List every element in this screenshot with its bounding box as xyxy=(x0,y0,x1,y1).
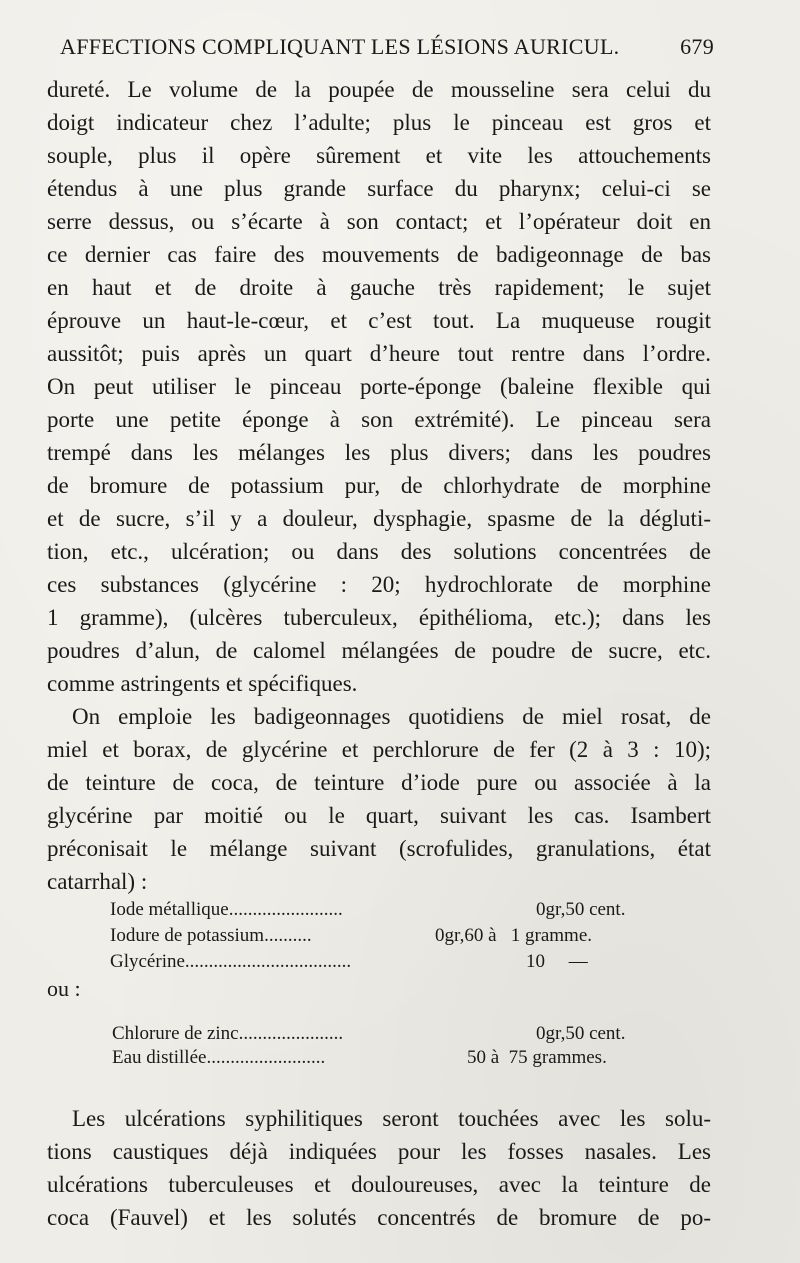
text-line: ces substances (glycérine : 20; hydrochlorate de morphine xyxy=(47,572,711,597)
text-line: de bromure de potassium pur, de chlorhydrate de morphine xyxy=(47,473,711,498)
text-line: de teinture de coca, de teinture d’iode pure ou associée à la xyxy=(47,770,711,795)
text-line: glycérine par moitié ou le quart, suivant les cas. Isambert xyxy=(47,803,711,828)
text-line: et de sucre, s’il y a douleur, dysphagie, spasme de la dégluti- xyxy=(47,506,711,531)
page-number: 679 xyxy=(680,34,714,59)
text-line: souple, plus il opère sûrement et vite les attouchements xyxy=(47,143,711,168)
recipe-row xyxy=(110,898,660,922)
text-line: poudres d’alun, de calomel mélangées de poudre de sucre, etc. xyxy=(47,638,711,663)
ingredient-quantity: 10 — xyxy=(526,951,588,972)
ingredient-name: Eau distillée......................... xyxy=(112,1047,326,1068)
ingredient-quantity: 0gr,60 à 1 gramme. xyxy=(435,925,593,946)
text-line: préconisait le mélange suivant (scrofulides, granulations, état xyxy=(47,836,711,861)
ingredient-name: Glycérine................................... xyxy=(110,951,352,972)
text-line: porte une petite éponge à son extrémité). Le pinceau sera xyxy=(47,407,711,432)
ingredient-quantity: 0gr,50 cent. xyxy=(536,899,626,920)
ingredient-quantity: 0gr,50 cent. xyxy=(536,1023,626,1044)
recipe-row xyxy=(110,950,660,974)
text-line: Les ulcérations syphilitiques seront touchées avec les solu- xyxy=(72,1106,711,1131)
recipe-row xyxy=(110,924,660,948)
text-line: serre dessus, ou s’écarte à son contact; et l’opérateur doit en xyxy=(47,209,711,234)
ingredient-quantity: 50 à 75 grammes. xyxy=(467,1047,607,1068)
text-line: On peut utiliser le pinceau porte-éponge (baleine flexible qui xyxy=(47,374,711,399)
text-line: en haut et de droite à gauche très rapidement; le sujet xyxy=(47,275,711,300)
recipe-row xyxy=(112,1022,662,1046)
text-line: trempé dans les mélanges les plus divers; dans les poudres xyxy=(47,440,711,465)
text-line: miel et borax, de glycérine et perchlorure de fer (2 à 3 : 10); xyxy=(47,737,711,762)
alternative-label: ou : xyxy=(47,976,81,1001)
running-title: AFFECTIONS COMPLIQUANT LES LÉSIONS AURICUL. xyxy=(60,34,620,59)
text-line: étendus à une plus grande surface du pharynx; celui-ci se xyxy=(47,176,711,201)
text-line: doigt indicateur chez l’adulte; plus le pinceau est gros et xyxy=(47,110,711,135)
ingredient-name: Iode métallique........................ xyxy=(110,899,343,920)
text-line: ulcérations tuberculeuses et douloureuses, avec la teinture de xyxy=(47,1172,711,1197)
text-line: aussitôt; puis après un quart d’heure tout rentre dans l’ordre. xyxy=(47,341,711,366)
text-line: tions caustiques déjà indiquées pour les fosses nasales. Les xyxy=(47,1139,711,1164)
text-line: dureté. Le volume de la poupée de mousseline sera celui du xyxy=(47,77,711,102)
text-line: 1 gramme), (ulcères tuberculeux, épithélioma, etc.); dans les xyxy=(47,605,711,630)
text-line: tion, etc., ulcération; ou dans des solutions concentrées de xyxy=(47,539,711,564)
text-line: éprouve un haut-le-cœur, et c’est tout. La muqueuse rougit xyxy=(47,308,711,333)
text-line: coca (Fauvel) et les solutés concentrés de bromure de po- xyxy=(47,1205,711,1230)
ingredient-name: Iodure de potassium.......... xyxy=(110,925,312,946)
recipe-row xyxy=(112,1046,662,1070)
text-line: On emploie les badigeonnages quotidiens de miel rosat, de xyxy=(72,704,711,729)
text-line: comme astringents et spécifiques. xyxy=(47,671,358,696)
text-line: catarrhal) : xyxy=(47,869,148,894)
text-line: ce dernier cas faire des mouvements de badigeonnage de bas xyxy=(47,242,711,267)
ingredient-name: Chlorure de zinc...................... xyxy=(112,1023,344,1044)
